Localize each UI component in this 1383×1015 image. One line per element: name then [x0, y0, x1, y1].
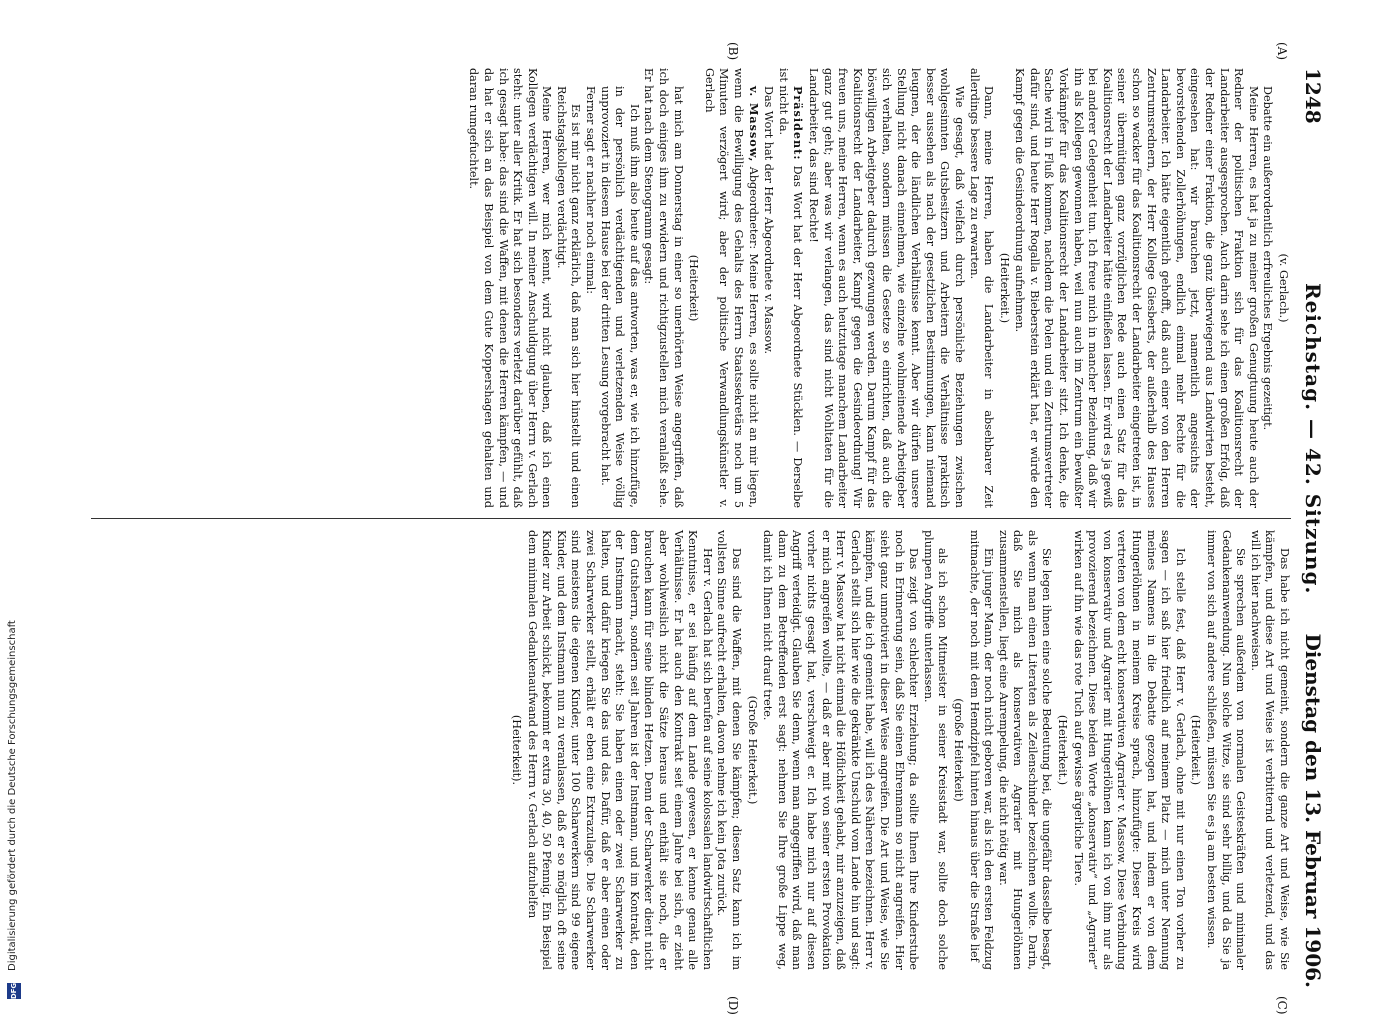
text-paragraph: Ein junger Mann, der noch nicht geboren war, als ich den ersten Feldzug mitmachte, der noch mit dem Hemdzipfel hinten hinaus über die Straße lief — [967, 530, 996, 970]
rotated-document-page — [82, 42, 1325, 1015]
speaker-name: v. Massow, — [746, 86, 761, 163]
margin-mark-b: (B) — [726, 42, 740, 61]
text-paragraph: Herr v. Gerlach hat sich berufen auf seine kolossalen landwirtschaftlichen Kenntnisse, er sei häufig auf dem Lande gewesen, er kenne genau alle Verhältnisse. Er hat auch den Kontrakt seit einem Jahre bei sich, er zieht aber wohlweislich nicht die Sätze heraus und enthält sie noch, die er brauchen kann für seine blinden Hetzen. Denn der Scharwerker dient nicht dem Gutsherrn, sondern seit Jahren ist der Instmann, und im Kontrakt, den der Instmann macht, steht: Sie haben einen oder zwei Scharwerker zu halten, und dafür kriegen Sie das und das. Dafür, daß er aber einen oder zwei Scharwerker stellt, erhält er eben eine Extrazulage. Die Scharwerker sind meistens die eigenen Kinder, unter 100 Scharwerkern sind 99 eigene Kinder, und dem Instmann nun zu veranlassen, daß er so möglich oft seine Kinder zur Arbeit schickt, bekommt er extra 30, 40, 50 Pfennig. Ein Beispiel dem minimalen Gedankenaufwand des Herrn v. Gerlach aufzuhelfen — [525, 530, 714, 970]
text-paragraph: Dann, meine Herren, haben die Landarbeiter in absehbarer Zeit allerdings bessere Lage zu erwarten. — [967, 68, 996, 508]
stage-direction: (Heiterkeit.) — [1189, 714, 1203, 786]
text-paragraph: Ich stelle fest, daß Herr v. Gerlach, ohne mit nur einen Ton vorher zu sagen — ich saß hier friedlich auf meinem Platz — mich unter Nennung meines Namens in die Debatte gezogen hat, und indem er von dem Hungerlöhnen in meinem Kreise sprach, hinzufügte: Dieser Kreis wird vertreten von dem echt konservativen Agrarier v. Massow. Diese Verbindung von konservativ und Agrarier mit Hungerlöhnen kann ich von ihm nur als provozierend bezeichnen. Diese beiden Worte „konservativ“ und „Agrarier“ wirken auf ihn wie das rote Tuch auf gewisse ärgerliche Tiere. — [1071, 530, 1187, 970]
text-paragraph: Meine Herren, es hat ja zu meiner großen Genugtuung heute auch der Redner der politischen Fraktion sich für das Koalitionsrecht der Landarbeiter ausgesprochen. Auch darin sehe ich einen großen Erfolg, daß der Redner einer Fraktion, die ganz überwiegend aus Landwirten besteht, eingesehen hat: wir brauchen jetzt, namentlich angesichts der bevorstehenden Zollerhöhungen, endlich einmal mehr Rechte für die Landarbeiter. Ich hätte eigentlich gehofft, daß auch einer von den Herren Zentrumsrednern, der Herr Kollege Giesberts, der außerhalb des Hauses schon so wacker für das Koalitionsrecht der Landarbeiter eingetreten ist, in seiner übermütigen ganz vorzüglichen Rede auch einen Satz für das Koalitionsrecht der Landarbeiter hätte einfließen lassen. Er wird es ja gewiß bei anderer Gelegenheit tun. Ich freue mich in mancher Beziehung, daß wir ihn als Kollegen gewonnen haben, weil nun auch im Zentrum ein bewußter Vorkämpfer für das Koalitionsrecht der Landarbeiter sitzt. Ich denke, die Sache wird in Fluß kommen, nachdem die Polen und ein Zentrumsvertreter dafür sind, und heute Herr Rogalla v. Bieberstein erklärt hat, er würde den Kampf gegen die Gesindeordnung aufnehmen. — [1013, 68, 1260, 508]
digitization-sidebar — [6, 0, 22, 1000]
text-paragraph: Das zeigt von schlechter Erziehung; da sollte Ihnen Ihre Kinderstube noch in Erinnerung sein, daß Sie einen Ehrenmann so nicht angreifen. Hier sieht ganz unmotiviert in dieser Weise angreifen. Die Art und Weise, wie Sie kämpfen, und die ich gemeint habe, will ich des Näheren bezeichnen. Herr v. Gerlach stellt sich hier wie die gekränkte Unschuld vom Lande hin und sagt: Herr v. Massow hat nicht einmal die Höflichkeit gehabt, mir anzuzeigen, daß er mich angreifen wollte, — daß er aber mit von seiner ersten Provokation vorher nichts gesagt hat, verschweigt er. Ich habe mich nur auf diesen Angriff verteidigt. Glauben Sie denn, wenn man angegriffen wird, daß man dann zu dem Betreffenden erst sagt: nehmen Sie Ihre große Lippe weg, damit ich Ihnen nicht drauf trete. — [761, 530, 921, 970]
dfg-logo-icon: DFG — [7, 983, 21, 999]
stage-direction: (Große Heiterkeit.) — [745, 695, 759, 805]
funding-credit: Digitalisierung gefördert durch die Deutsche Forschungsgemeinschaft — [7, 620, 18, 971]
stage-direction: (Heiterkeit) — [687, 254, 701, 322]
session-date: Dienstag den 13. Februar 1906. — [1301, 633, 1325, 988]
text-paragraph: Das Wort hat der Herr Abgeordnete v. Massow. — [762, 86, 776, 355]
quoted-passage: Ich muß ihm also heute auf das antworten, was er, wie ich hinzufüge, in der persönlich verdächtigenden und verletzenden Weise völlig unprovoziert in diesem Hause bei der dritten Lesung vorgebracht hat. — [598, 86, 641, 508]
right-text-column — [508, 530, 1291, 970]
stage-direction: (große Heiterkeit) — [951, 698, 965, 802]
text-paragraph: Wie gesagt, daß vielfach durch persönliche Beziehungen zwischen wohlgesinnten Gutsbesitzern und Arbeitern die Verhältnisse praktisch besser aussehen als nach der gesetzlichen Bestimmungen, kann niemand leugnen, der die ländlichen Verhältnisse kennt. Aber wir dürfen unsere Stellung nicht danach einnehmen, wie einzelne wohlmeinende Arbeitgeber sich verhalten, sondern müssen die Gesetze so einrichten, daß auch die böswilligen Arbeitgeber dadurch gezwungen werden. Darum Kampf für das Koalitionsrecht der Landarbeiter, Kampf gegen die Gesindeordnung! Wir freuen uns, meine Herren, wenn es auch heutzutage manchem Landarbeiter ganz gut geht; aber was wir verlangen, das sind nicht Wohltaten für die Landarbeiter, das sind Rechte! — [807, 68, 966, 508]
text-paragraph: Meine Herren, wer mich kennt, wird nicht glauben, daß ich einen Kollegen verdächtigen will. In meiner Anschuldigung über Herrn v. Gerlach steht: unter aller Kritik. Er hat sich besonders verletzt darüber gefühlt, daß ich gesagt habe: das sind die Waffen, mit denen die Herren kämpfen, — und da hat er sich an das Beispiel von dem Gute Koppershagen gehalten und daran rumgefuchtelt. — [467, 68, 554, 508]
text-paragraph: Ferner sagt er nachher noch einmal: — [584, 86, 598, 295]
page-header — [1295, 68, 1325, 988]
column-divider — [91, 518, 1291, 519]
session-title: Reichstag. — 42. Sitzung. — [1301, 283, 1325, 595]
text-paragraph: Das habe ich nicht gemeint, sondern die ganze Art und Weise, wie Sie kämpfen, und diese Art und Weise ist verbitternd und verletzend, und das will ich hier nachweisen. — [1248, 530, 1291, 970]
text-paragraph: Sie sprechen außerdem von normalen Geisteskräften und minimaler Gedankenanwendung. Nun solche Witze, sie sind sehr billig, und da Sie ja immer von sich auf andere schließen, müssen Sie es ja am besten wissen. — [1205, 530, 1248, 970]
text-paragraph: hat mich am Donnerstag in einer so unerhörten Weise angegriffen, daß ich doch einiges ihm zu erwidern und richtigzustellen mich veranlaßt sehe. Er hat nach dem Stenogramm gesagt: — [642, 68, 685, 508]
stage-direction: (Heiterkeit.) — [997, 252, 1011, 324]
speech-text: Abgeordneter: Meine Herren, es sollte nicht an mir liegen, wenn die Bewilligung des Gehalts des Herrn Staatssekretärs noch um 5 Minuten verzögert wird; aber der politische Verwandlungskünstler v. Gerlach — [702, 68, 760, 508]
text-paragraph: Das sind die Waffen, mit denen Sie kämpfen; diesen Satz kann ich im vollsten Sinne aufrecht erhalten, davon nehme ich kein Jota zurück. — [715, 530, 744, 970]
left-text-column — [466, 68, 1291, 508]
speech-paragraph — [775, 68, 805, 508]
quoted-passage: Es ist mir nicht ganz erklärlich, daß man sich hier hinstellt und einen Reichstagskollegen verdächtigt. — [554, 86, 583, 508]
stage-direction: (Heiterkeit). — [510, 714, 524, 786]
text-paragraph: als ich schon Mitmeister in seiner Kreisstadt war, sollte doch solche plumpen Angriffe unterlassen. — [921, 530, 950, 970]
text-paragraph: Sie legen ihnen eine solche Bedeutung bei, die ungefähr dasselbe besagt, als wenn man einen Literaten als Zeilenschinder bezeichnen wollte. Darin, daß Sie mich als konservativen Agrarier mit Hungerlöhnen zusammenstellen, liegt eine Anrempelung, die nicht nötig war. — [996, 530, 1054, 970]
margin-mark-c: (C) — [1275, 996, 1289, 1015]
text-paragraph: Debatte ein außerordentlich erfreuliches Ergebnis gezeitigt. — [1261, 86, 1275, 431]
stage-direction: (v. Gerlach.) — [1277, 253, 1290, 323]
stage-direction: (Heiterkeit.) — [1056, 714, 1070, 786]
margin-mark-d: (D) — [726, 996, 740, 1015]
speech-text: Das Wort hat der Herr Abgeordnete Stücklen. — Derselbe ist nicht da. — [776, 68, 805, 508]
margin-mark-a: (A) — [1275, 42, 1289, 61]
page-number: 1248 — [1301, 68, 1325, 124]
speaker-name: Präsident: — [791, 86, 806, 161]
speech-paragraph — [701, 68, 760, 508]
